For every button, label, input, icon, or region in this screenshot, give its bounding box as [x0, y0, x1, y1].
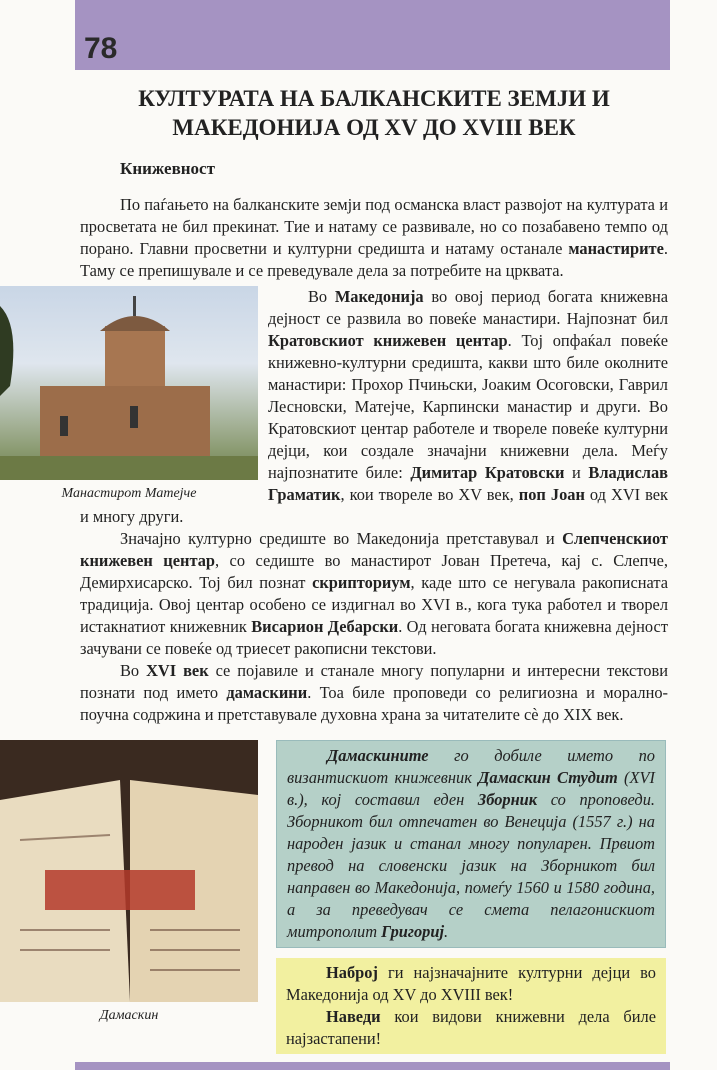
- chapter-title: [80, 84, 668, 142]
- monastery-photo: [0, 286, 258, 480]
- title-line: КУЛТУРАТА НА БАЛКАНСКИТЕ ЗЕМЈИ И: [138, 86, 610, 111]
- page-number: 78: [84, 32, 118, 65]
- emphasized-term: манастирите: [568, 239, 664, 258]
- damaskin-book-photo: [0, 740, 258, 1002]
- emphasized-term: Висарион Дебарски: [251, 617, 399, 636]
- emphasized-term: Кратовскиот книжевен центар: [268, 331, 508, 350]
- info-text: [287, 745, 655, 943]
- text-run: .: [444, 922, 449, 941]
- text-run: , со седиште во манастирот Јован Претеча, кај с. Слепче, Демирхисарско. Тој бил познат: [80, 551, 668, 592]
- caption-monastery: Манастирот Матејче: [61, 486, 197, 501]
- questions-box: [276, 958, 666, 1054]
- question: [286, 1006, 656, 1050]
- text-run: По паѓањето на балканските земји под османска власт развојот на културата и просветата не бил прекинат. Тие и натаму се развивале, но со позабавено темпо од порано. Главни просветни и културни средишта и натаму останале: [80, 195, 668, 258]
- emphasized-term: Димитар Кратовски: [410, 463, 565, 482]
- text-run: (XVI в.), кој составил еден: [287, 768, 655, 809]
- text-run: Во: [120, 661, 147, 680]
- footer-band: [75, 1062, 670, 1070]
- monastery-figure: [0, 286, 258, 504]
- text-run: . Тоа биле проповеди со религиозна и морално-поучна содржина и претставувале духовна храна за читателите сè до XIX век.: [80, 683, 669, 724]
- text-run: , каде што се негувала ракописната традиција. Овој центар особено се издигнал во XVI в., кога тука работел и творел истакнатиот книжевник: [80, 573, 668, 636]
- emphasized-term: Зборник: [477, 790, 538, 809]
- text-run: ги најзначајните културни дејци во Македонија од XV до XVIII век!: [286, 963, 656, 1004]
- text-run: го добиле името по византискиот книжевник: [287, 746, 655, 787]
- emphasized-term: Македонија: [334, 287, 424, 306]
- emphasized-term: Наведи: [326, 1007, 381, 1026]
- text-run: од XVI век и многу други.: [80, 485, 668, 526]
- emphasized-term: скрипториум: [312, 573, 411, 592]
- emphasized-term: Слепченскиот книжевен центар: [80, 529, 668, 570]
- question: [286, 962, 656, 1006]
- text-run: , кои твореле во XV век,: [340, 485, 519, 504]
- text-run: кои видови книжевни дела биле најзастапени!: [286, 1007, 656, 1048]
- text-run: Во: [308, 287, 335, 306]
- info-box: [276, 740, 666, 948]
- text-run: и: [564, 463, 589, 482]
- section-heading: Книжевност: [120, 159, 215, 178]
- emphasized-term: XVI век: [146, 661, 209, 680]
- emphasized-term: Владислав Граматик: [268, 463, 668, 504]
- text-run: Значајно културно средиште во Македонија претставувал и: [120, 529, 563, 548]
- caption-book: Дамаскин: [99, 1008, 159, 1023]
- emphasized-term: Дамаскините: [327, 746, 429, 765]
- text-run: . Таму се препишувале и се преведувале дела за потребите на црквата.: [80, 239, 668, 280]
- book-figure: [0, 740, 258, 1026]
- emphasized-term: поп Јоан: [518, 485, 585, 504]
- paragraph: [80, 194, 668, 282]
- side-boxes: [276, 740, 666, 1054]
- emphasized-term: Григориј: [381, 922, 445, 941]
- paragraph: [80, 528, 668, 660]
- text-run: . Од неговата богата книжевна дејност зачувани се повеќе од триесет ракописни текстови.: [80, 617, 668, 658]
- emphasized-term: дамаскини: [226, 683, 308, 702]
- text-run: со проповеди. Зборникот бил отпечатен во Венеција (1557 г.) на народен јазик и станал многу популарен. Првиот превод на словенски јазик на Зборникот бил направен во Македонија, помеѓу 1560 и 1580 година, а за преведувач се смета пелагонискиот митрополит: [287, 790, 655, 941]
- paragraph: [80, 660, 668, 726]
- text-run: се појавиле и станале многу популарни и интересни текстови познати под името: [80, 661, 668, 702]
- title-line: МАКЕДОНИЈА ОД XV ДО XVIII ВЕК: [172, 115, 576, 140]
- bottom-section: [0, 740, 668, 1054]
- text-run: во овој период богата книжевна дејност се развила во повеќе манастири. Најпознат бил: [268, 287, 668, 328]
- emphasized-term: Дамаскин Студит: [478, 768, 618, 787]
- text-run: . Тој опфаќал повеќе книжевно-културни средишта, какви што биле околните манастири: Прохор Пчињски, Јоаким Осоговски, Гаврил Лесновски, Матејче, Карпински манастир и други. Во Кратовскиот центар работеле и твореле повеќе културни дејци, кои создале значајни книжевни дела. Меѓу најпознатите биле:: [268, 331, 668, 482]
- emphasized-term: Наброј: [326, 963, 378, 982]
